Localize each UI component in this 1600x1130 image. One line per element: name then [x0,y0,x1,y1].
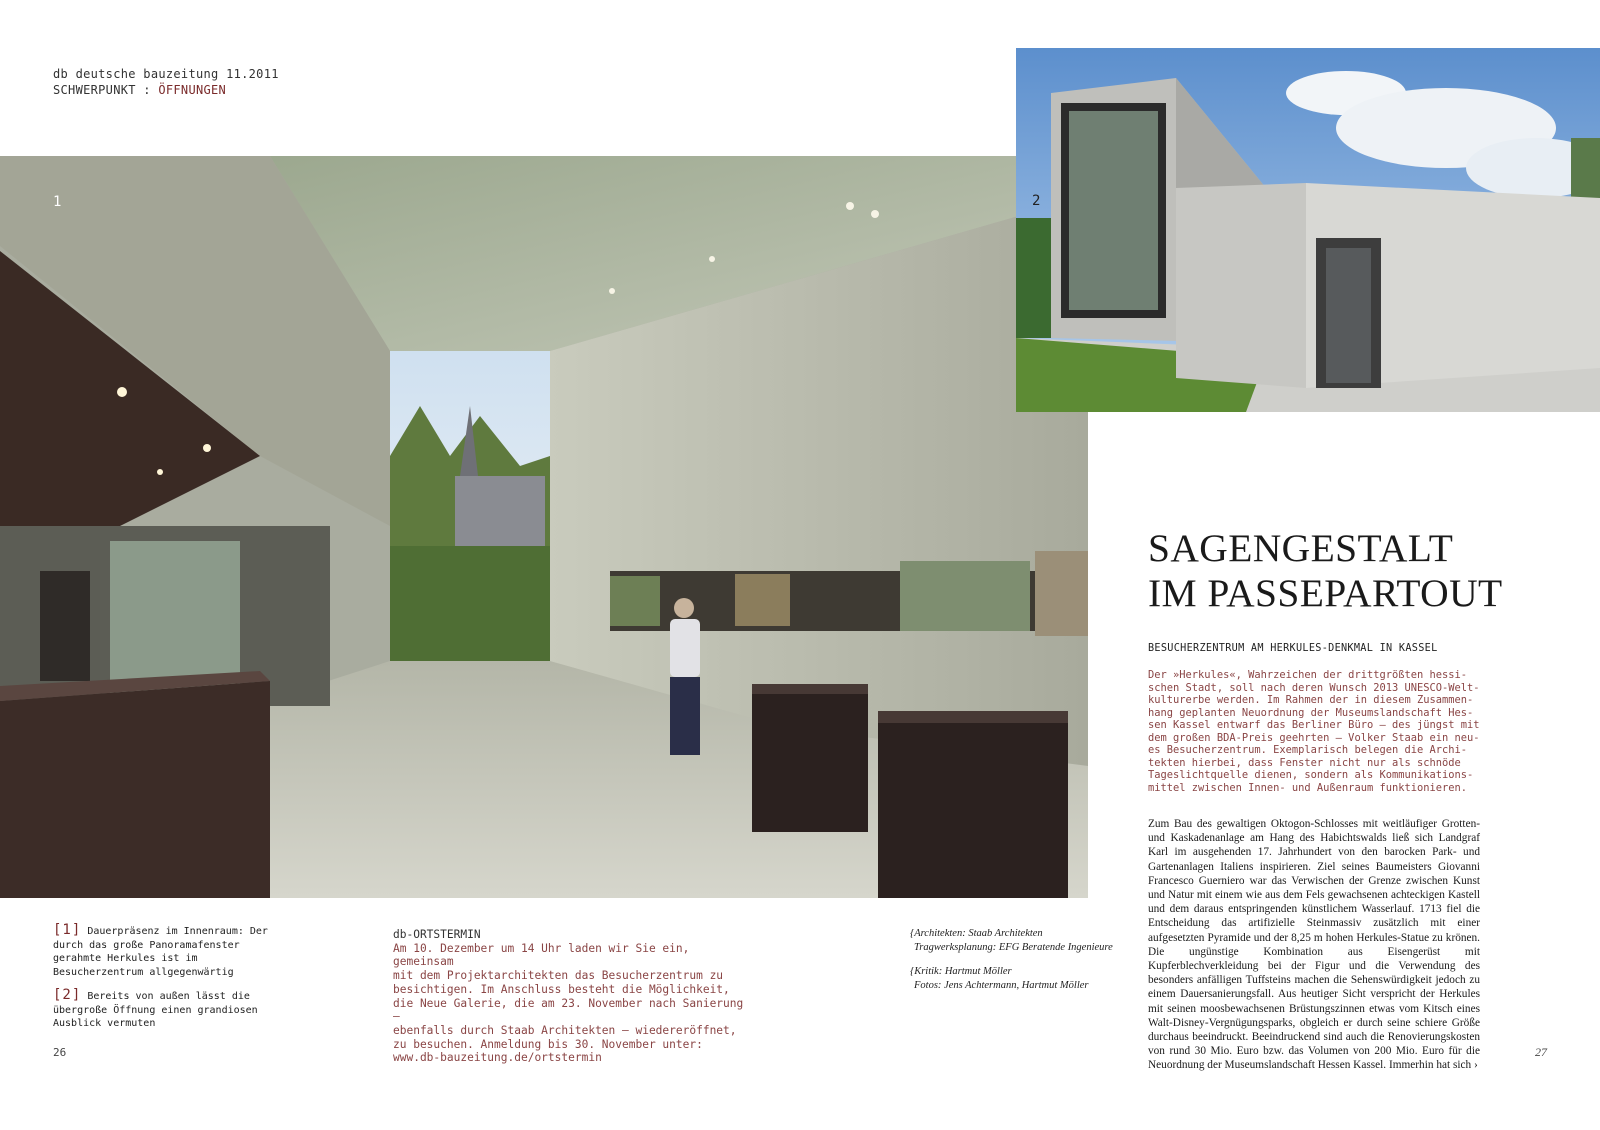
article-lead [1148,669,1480,794]
ortstermin-box [393,928,753,1065]
caption-1-number: [1] [53,922,82,938]
headline-line-1: SAGENGESTALT [1148,526,1454,570]
page-number-left: 26 [53,1046,67,1059]
ortstermin-link[interactable]: www.db-bauzeitung.de/ortstermin [393,1051,602,1065]
photo2-number: 2 [1032,193,1041,209]
headline-line-2: IM PASSEPARTOUT [1148,571,1503,615]
ortstermin-line: die Neue Galerie, die am 23. November nach Sanierung – [393,996,744,1024]
lead-line: sen Kassel entwarf das Berliner Büro – des jüngst mit [1148,719,1480,731]
section-label [53,82,279,98]
caption-1 [53,924,285,979]
lead-line: mittel zwischen Innen- und Außenraum funktionieren. [1148,781,1468,794]
ortstermin-line: zu besuchen. Anmeldung bis 30. November unter: [393,1037,703,1051]
ortstermin-line: Am 10. Dezember um 14 Uhr laden wir Sie ein, gemeinsam [393,941,690,969]
lead-line: dem großen BDA-Preis geehrten – Volker Staab ein neu- [1148,731,1480,744]
article-body: Zum Bau des gewaltigen Oktogon-Schlosses mit weitläufiger Grotten- und Kaskadenanlage am Hang des Habichtswalds ließ sich Landgraf Karl im ausgehenden 17. Jahrhundert von den barocken Park- und Gartenanlagen Italiens inspirieren. Ziel seines Baumeisters Giovanni Francesco Guerniero war das Verwischen der Grenze zwischen Kunst und Natur mit einem wie aus dem Fels gewachsenen achteckigen Kastell und dem daraus entspringenden künstlichem Wasserlauf. 1713 fiel die Entscheidung das artifizielle Steinmassiv zusätzlich mit einer aufgesetzten Pyramide und der 8,25 m hohen Herkules-Statue zu krönen. Die ungünstige Kombination aus Eisengerüst mit Kupferblechverkleidung bei der Figur und die Verwendung des besonders anfälligen Tuffsteins machen die Sehenswürdigkeit jedoch zu einem Dauersanierungsfall. Aus heutiger Sicht verspricht der Herkules mit seinen moosbewachsenen Brüstungszinnen etwas vom Kitsch eines Walt-Disney-Vergnügungsparks, obgleich er durch seine schiere Größe durchaus beeindruckt. Beeindruckend sind auch die Renovierungskosten von rund 30 Mio. Euro bzw. das Volumen von 200 Mio. Euro für die Neuordnung der Museumslandschaft Hessen Kassel. Immerhin hat sich › [1148,818,1480,1072]
credit-line: {Kritik: Hartmut Möller [910,966,1012,977]
article-subhead: BESUCHERZENTRUM AM HERKULES-DENKMAL IN KASSEL [1148,643,1438,654]
lead-line: hang geplanten Neuordnung der Museumslandschaft Hes- [1148,706,1474,719]
photo-captions [53,924,285,1041]
magazine-header [53,66,279,98]
lead-line: es Besucherzentrum. Exemplarisch belegen die Archi- [1148,744,1468,756]
caption-2-number: [2] [53,987,82,1003]
section-accent: ÖFFNUNGEN [158,83,227,97]
ortstermin-title: db-ORTSTERMIN [393,928,481,941]
caption-2-text: Bereits von außen lässt die übergroße Öffnung einen grandiosen Ausblick vermuten [53,991,258,1029]
lead-line: Der »Herkules«, Wahrzeichen der drittgrößten hessi- [1148,669,1468,681]
credit-line: Fotos: Jens Achtermann, Hartmut Möller [914,980,1089,991]
photo1-number: 1 [53,194,62,210]
section-prefix: SCHWERPUNKT : [53,83,159,97]
page-number-right: 27 [1535,1045,1547,1059]
exterior-photo [1016,48,1600,412]
caption-1-text: Dauerpräsenz im Innenraum: Der durch das große Panoramafenster gerahmte Herkules ist im Besucherzentrum allgegenwärtig [53,926,268,978]
lead-line: Tageslichtquelle dienen, sondern als Kommunikations- [1148,769,1474,781]
credit-line: Tragwerksplanung: EFG Beratende Ingenieure [914,942,1113,953]
magazine-issue: db deutsche bauzeitung 11.2011 [53,67,279,81]
article-headline [1148,526,1503,616]
interior-photo [0,156,1088,898]
lead-line: kulturerbe werden. Im Rahmen der in diesem Zusammen- [1148,694,1474,706]
credits-group-architects [910,927,1130,955]
ortstermin-line: mit dem Projektarchitekten das Besucherzentrum zu [393,969,724,983]
credits [910,927,1130,1003]
ortstermin-line: besichtigen. Im Anschluss besteht die Möglichkeit, [393,982,730,996]
ortstermin-line: ebenfalls durch Staab Architekten – wiedereröffnet, [393,1023,737,1037]
credits-group-critique [910,965,1130,993]
caption-2 [53,989,285,1031]
credit-line: {Architekten: Staab Architekten [910,928,1043,939]
lead-line: tekten hierbei, dass Fenster nicht nur als schnöde [1148,756,1461,769]
lead-line: schen Stadt, soll nach deren Wunsch 2013 UNESCO-Welt- [1148,681,1480,694]
